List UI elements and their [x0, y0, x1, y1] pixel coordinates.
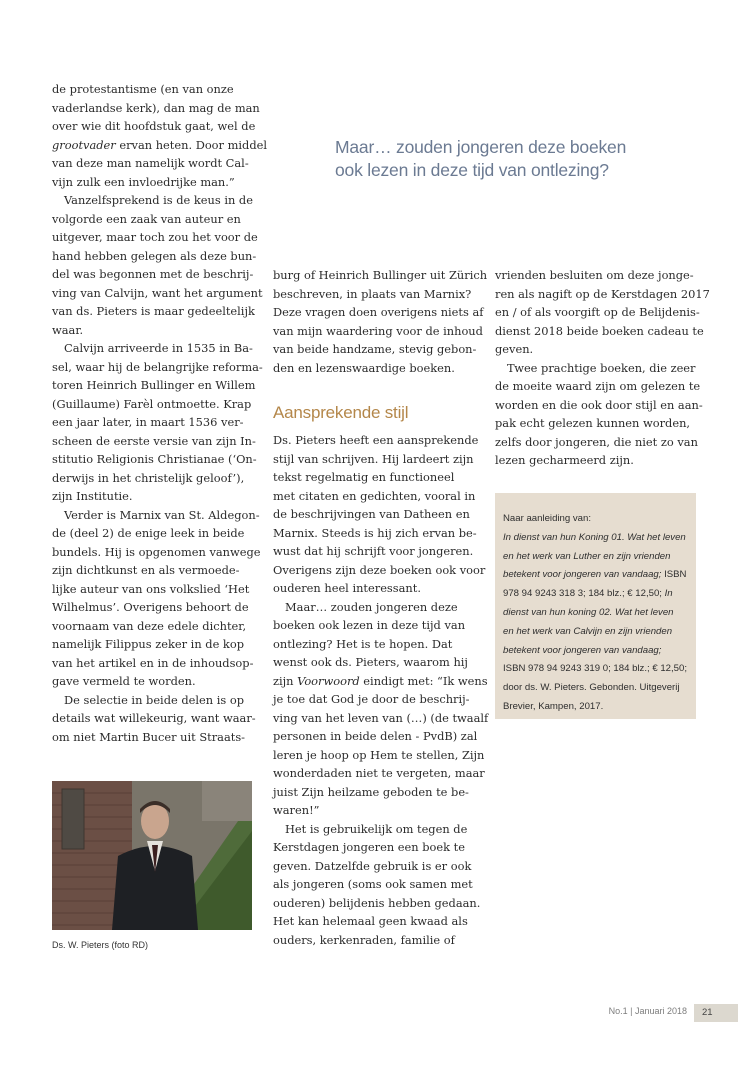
text-line: ren als nagift op de Kerstdagen 2017 — [495, 286, 710, 301]
text-line: de beschrijvingen van Datheen en — [273, 507, 470, 521]
info-segment: ISBN — [661, 569, 687, 581]
info-segment: betekent voor jongeren van vandaag; — [503, 569, 662, 581]
text-line: over wie dit hoofdstuk gaat, wel de — [52, 119, 256, 133]
info-line: ISBN 978 94 9243 319 0; 184 blz.; € 12,50; — [503, 663, 688, 675]
info-segment: 978 94 9243 318 3; 184 blz.; € 12,50; — [503, 588, 665, 600]
info-line: betekent voor jongeren van vandaag; — [503, 644, 662, 656]
text-line: pak echt gelezen kunnen worden, — [495, 416, 691, 430]
text-line: juist Zijn heilzame geboden te be- — [273, 784, 469, 799]
text-line: ving van het leven van (…) (de twaalf — [273, 710, 489, 725]
text-line: dienst 2018 beide boeken cadeau te — [495, 323, 704, 338]
text-line: waren!” — [273, 803, 320, 817]
text-line: scheen de eerste versie van zijn In- — [52, 433, 256, 448]
text-line: lijke auteur van ons volkslied ‘Het — [52, 581, 250, 596]
text-line: Verder is Marnix van St. Aldegon- — [64, 507, 260, 522]
text-line: zelfs door jongeren, die niet zo van — [495, 434, 698, 449]
pull-quote-line: ook lezen in deze tijd van ontlezing? — [335, 160, 609, 180]
text-line: Twee prachtige boeken, die zeer — [507, 360, 696, 375]
text-line: lezen gecharmeerd zijn. — [495, 453, 634, 467]
info-line: en het werk van Luther en zijn vrienden — [503, 550, 671, 562]
footer-issue: No.1 | Januari 2018 — [608, 1006, 687, 1016]
text-line: Deze vragen doen overigens niets af — [273, 305, 484, 319]
text-line: zijn dichtkunst en als vermoede- — [52, 563, 240, 577]
text-line: ouderen) belijdenis hebben gedaan. — [273, 895, 481, 910]
text-line: Kerstdagen jongeren een boek te — [273, 840, 465, 854]
article-column-2 — [273, 266, 489, 949]
text-line: Wilhelmus’. Overigens behoort de — [52, 600, 249, 614]
text-line: stitutio Religionis Christianae (‘On- — [52, 452, 257, 466]
info-line: Brevier, Kampen, 2017. — [503, 700, 604, 712]
text-line: uitgever, maar toch zou het voor de — [52, 230, 258, 244]
text-line: de protestantisme (en van onze — [52, 82, 234, 96]
text-line: de moeite waard zijn om gelezen te — [495, 379, 701, 393]
info-line: en het werk van Calvijn en zijn vrienden — [503, 625, 673, 637]
text-line: personen in beide delen - PvdB) zal — [273, 729, 478, 743]
text-segment: zijn — [273, 673, 298, 688]
text-line: ouders, kerkenraden, familie of — [273, 932, 455, 947]
text-line: voornaam van deze edele dichter, — [52, 618, 247, 633]
text-segment: grootvader — [52, 137, 116, 152]
section-heading: Aansprekende stijl — [273, 403, 409, 422]
info-line: door ds. W. Pieters. Gebonden. Uitgeverij — [503, 682, 680, 694]
text-line: del was begonnen met de beschrij- — [52, 267, 254, 281]
pull-quote — [335, 136, 626, 182]
text-line: Het kan helemaal geen kwaad als — [273, 914, 468, 928]
text-line: (Guillaume) Farèl ontmoette. Krap — [52, 396, 252, 411]
info-line: dienst van hun koning 02. Wat het leven — [503, 606, 674, 618]
text-line: derwijs in het christelijk geloof’), — [52, 470, 245, 485]
text-line: een jaar later, in maart 1536 ver- — [52, 415, 244, 429]
text-line: worden en die ook door stijl en aan- — [495, 397, 703, 412]
text-line: waar. — [52, 322, 84, 337]
text-line: van ds. Pieters is maar gedeeltelijk — [52, 304, 255, 318]
text-line — [52, 136, 268, 155]
text-line: tekst regelmatig en functioneel — [273, 470, 455, 484]
text-line: ving van Calvijn, want het argument — [52, 285, 263, 300]
text-line: Maar… zouden jongeren deze — [285, 599, 458, 614]
text-line: ouderen heel interessant. — [273, 581, 421, 595]
text-line: Calvijn arriveerde in 1535 in Ba- — [64, 341, 253, 355]
info-line: Naar aanleiding van: — [503, 513, 592, 524]
text-line: zijn Institutie. — [52, 489, 133, 503]
text-line: wenst ook ds. Pieters, waarom hij — [273, 655, 468, 669]
text-line: om niet Martin Bucer uit Straats- — [52, 729, 246, 744]
text-line: ontlezing? Het is te hopen. Dat — [273, 636, 453, 651]
text-line: leren je hoop op Hem te stellen, Zijn — [273, 747, 485, 762]
text-line: Vanzelfsprekend is de keus in de — [64, 193, 253, 207]
text-line: details wat willekeurig, want waar- — [52, 711, 256, 725]
text-line: Het is gebruikelijk om tegen de — [285, 821, 468, 836]
text-line: van deze man namelijk wordt Cal- — [52, 156, 249, 170]
text-line: de (deel 2) de enige leek in beide — [52, 526, 245, 540]
author-photo-image — [52, 781, 252, 930]
text-line: van beide handzame, stevig gebon- — [273, 342, 477, 356]
text-line: geven. Datzelfde gebruik is er ook — [273, 858, 472, 873]
text-line: den en lezenswaardige boeken. — [273, 360, 455, 375]
text-line: je toe dat God je door de beschrij- — [273, 692, 470, 706]
text-line: volgorde een zaak van auteur en — [52, 211, 241, 226]
text-line: namelijk Filippus zeker in de kop — [52, 637, 244, 651]
text-line: Overigens zijn deze boeken ook voor — [273, 562, 486, 577]
info-line — [503, 585, 696, 604]
text-line: vrienden besluiten om deze jonge- — [495, 268, 694, 282]
text-line: Ds. Pieters heeft een aansprekende — [273, 433, 479, 447]
info-line: In dienst van hun Koning 01. Wat het leven — [503, 531, 686, 543]
text-line: en / of als voorgift op de Belijdenis- — [495, 305, 700, 319]
book-info-box — [495, 493, 696, 719]
text-line: vaderlandse kerk), dan mag de man — [52, 100, 260, 115]
text-line: gave vermeld te worden. — [52, 674, 196, 688]
text-line: Marnix. Steeds is hij zich ervan be- — [273, 525, 477, 540]
text-line: sel, waar hij de belangrijke reforma- — [52, 359, 263, 374]
text-line: hand hebben gelegen als deze bun- — [52, 248, 257, 263]
article-column-3 — [495, 266, 710, 470]
text-line: toren Heinrich Bullinger en Willem — [52, 378, 256, 392]
article-column-1 — [52, 80, 268, 746]
info-segment: In — [664, 588, 673, 600]
text-line: bundels. Hij is opgenomen vanwege — [52, 544, 261, 559]
author-photo — [52, 781, 252, 930]
text-line: wust dat hij schrijft voor jongeren. — [273, 544, 474, 558]
text-line: stijl van schrijven. Hij lardeert zijn — [273, 451, 474, 466]
text-line: wonderdaden niet te vergeten, maar — [273, 766, 485, 780]
text-line: De selectie in beide delen is op — [64, 692, 244, 707]
text-line: als jongeren (soms ook samen met — [273, 877, 473, 891]
pull-quote-line: Maar… zouden jongeren deze boeken — [335, 137, 627, 157]
photo-caption: Ds. W. Pieters (foto RD) — [52, 940, 149, 950]
text-line: met citaten en gedichten, vooral in — [273, 488, 476, 503]
text-line: burg of Heinrich Bullinger uit Zürich — [273, 268, 488, 282]
text-segment: eindigt met: “Ik wens — [359, 673, 488, 688]
text-line: vijn zulk een invloedrijke man.” — [52, 174, 235, 189]
text-line: van het artikel en in de inhoudsop- — [52, 655, 254, 670]
text-line: beschreven, in plaats van Marnix? — [273, 286, 472, 301]
text-line — [273, 672, 488, 691]
text-segment: Voorwoord — [297, 673, 360, 688]
text-line: geven. — [495, 342, 534, 356]
text-segment: ervan heten. Door middel — [115, 137, 268, 152]
text-line: boeken ook lezen in deze tijd van — [273, 618, 466, 632]
info-line — [503, 566, 696, 585]
page-number: 21 — [694, 1004, 738, 1022]
text-line: van mijn waardering voor de inhoud — [273, 323, 483, 338]
